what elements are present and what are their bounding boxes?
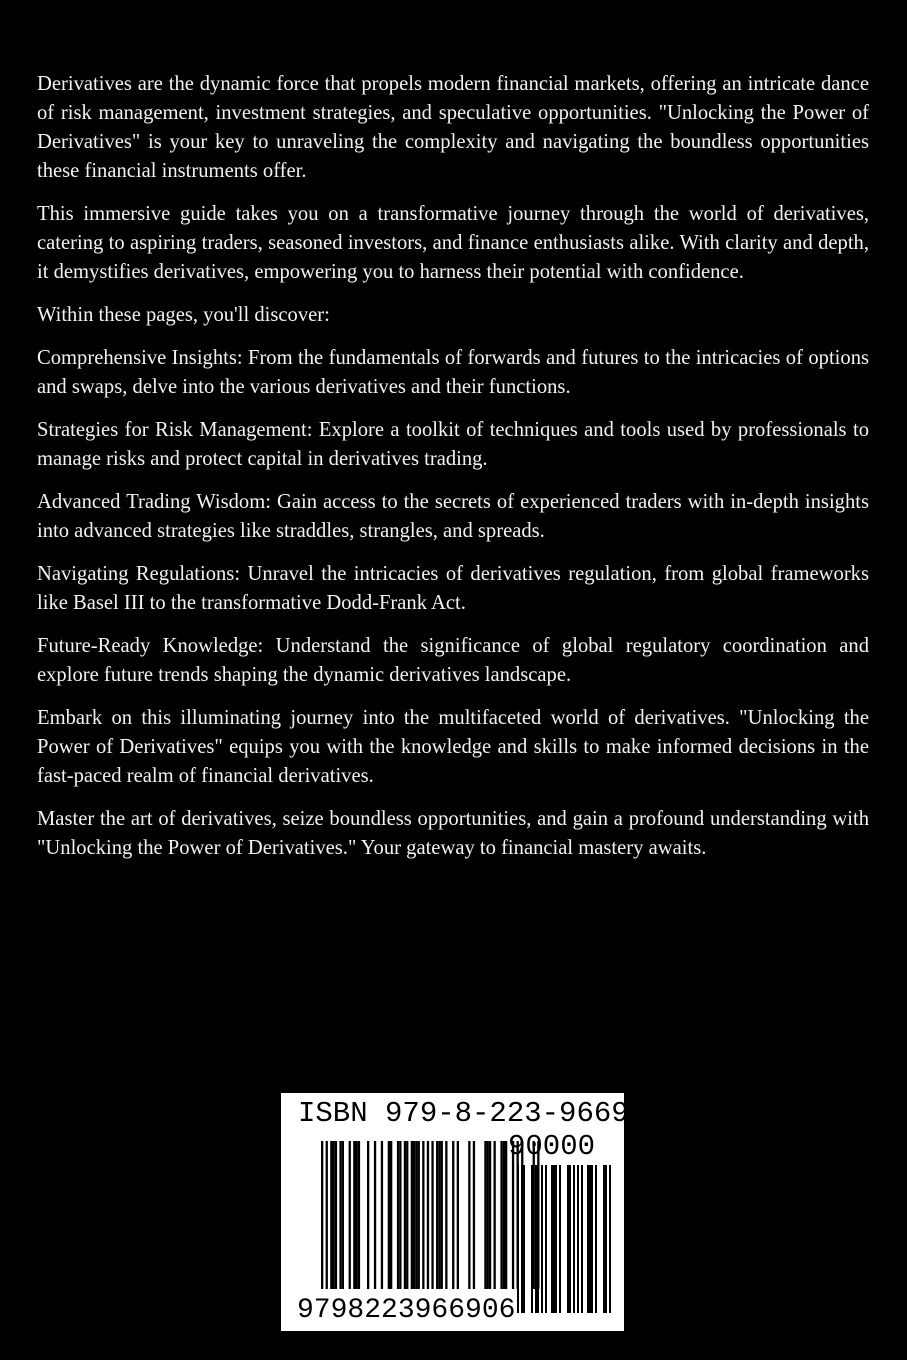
barcode-bar — [339, 1141, 341, 1289]
addon-bar — [551, 1165, 553, 1313]
addon-bar — [573, 1165, 575, 1313]
barcode-bar — [505, 1141, 507, 1289]
barcode-bar — [388, 1141, 390, 1289]
barcode-bar — [399, 1141, 401, 1289]
isbn-barcode — [281, 1093, 681, 1331]
barcode-bar — [330, 1141, 332, 1289]
barcode-bar — [418, 1141, 420, 1289]
barcode-bar — [500, 1141, 502, 1289]
ean-digits: 9798223966906 — [297, 1295, 516, 1326]
barcode-bar — [441, 1141, 443, 1289]
barcode-bar — [390, 1141, 392, 1289]
blurb-text — [37, 70, 869, 877]
addon-bar — [581, 1165, 583, 1313]
addon-bar — [517, 1165, 519, 1313]
addon-bar — [603, 1165, 605, 1313]
addon-bar — [569, 1165, 571, 1313]
barcode-bar — [436, 1141, 438, 1289]
barcode-bar — [411, 1141, 413, 1289]
barcode-bar — [353, 1141, 355, 1289]
blurb-paragraph: Derivatives are the dynamic force that propels modern financial markets, offering an intricate dance of risk management, investment strategies, and speculative opportunities. "Unlocking the Power of Derivatives" is your key to unraveling the complexity and navigating the boundless opportunities these financial instruments offer. — [37, 73, 869, 182]
barcode-bar — [321, 1141, 323, 1289]
addon-bar — [609, 1165, 611, 1313]
blurb-paragraph: Embark on this illuminating journey into the multifaceted world of derivatives. "Unlocking the Power of Derivatives" equips you with the knowledge and skills to make informed decisions in the fast-paced realm of financial derivatives. — [37, 707, 869, 787]
blurb-paragraph: Comprehensive Insights: From the fundamentals of forwards and futures to the intricacies of options and swaps, delve into the various derivatives and their functions. — [37, 347, 869, 398]
barcode-bar — [487, 1141, 489, 1289]
barcode-bar — [326, 1141, 328, 1289]
barcode-bar — [427, 1141, 429, 1289]
blurb-paragraph: Future-Ready Knowledge: Understand the significance of global regulatory coordination and explore future trends shaping the dynamic derivatives landscape. — [37, 635, 869, 686]
addon-bar — [521, 1165, 523, 1313]
blurb-paragraph: Strategies for Risk Management: Explore a toolkit of techniques and tools used by professionals to manage risks and protect capital in derivatives trading. — [37, 419, 869, 470]
addon-bar — [559, 1165, 561, 1313]
barcode-bar — [342, 1141, 344, 1289]
barcode-bar — [404, 1141, 406, 1289]
barcode-bar — [349, 1141, 351, 1289]
barcode-bar — [489, 1141, 491, 1289]
barcode-bar — [473, 1141, 475, 1289]
blurb-paragraph: Within these pages, you'll discover: — [37, 304, 330, 326]
blurb-paragraph: Advanced Trading Wisdom: Gain access to the secrets of experienced traders with in-depth insights into advanced strategies like straddles, strangles, and spreads. — [37, 491, 869, 542]
addon-bar — [591, 1165, 593, 1313]
barcode-bar — [503, 1141, 505, 1289]
blurb-paragraph: Master the art of derivatives, seize boundless opportunities, and gain a profound understanding with "Unlocking the Power of Derivatives." Your gateway to financial mastery awaits. — [37, 808, 869, 859]
addon-bar — [535, 1165, 537, 1313]
barcode-bar — [381, 1141, 383, 1289]
addon-bar — [537, 1165, 539, 1313]
barcode-bar — [333, 1141, 335, 1289]
barcode-bar — [406, 1141, 408, 1289]
barcode-bar — [445, 1141, 447, 1289]
barcode-bar — [512, 1141, 514, 1289]
addon-bar — [567, 1165, 569, 1313]
addon-bar — [553, 1165, 555, 1313]
barcode-bar — [374, 1141, 376, 1289]
blurb-paragraph: Navigating Regulations: Unravel the intricacies of derivatives regulation, from global frameworks like Basel III to the transformative Dodd-Frank Act. — [37, 563, 869, 614]
barcode-bar — [457, 1141, 459, 1289]
addon-bar — [555, 1165, 557, 1313]
barcode-bar — [367, 1141, 369, 1289]
barcode-bar — [422, 1141, 424, 1289]
barcode-bar — [484, 1141, 486, 1289]
addon-bar — [523, 1165, 525, 1313]
barcode-bar — [413, 1141, 415, 1289]
barcode-bar — [431, 1141, 433, 1289]
price-addon-code: 90000 — [508, 1130, 596, 1163]
barcode-bar — [397, 1141, 399, 1289]
barcode-bar — [335, 1141, 337, 1289]
barcode-bar — [415, 1141, 417, 1289]
addon-bar — [541, 1165, 543, 1313]
barcode-bar — [358, 1141, 360, 1289]
barcode-bar — [438, 1141, 440, 1289]
barcode-bar — [452, 1141, 454, 1289]
addon-bar — [595, 1165, 597, 1313]
addon-bar — [589, 1165, 591, 1313]
blurb-paragraph: This immersive guide takes you on a transformative journey through the world of derivatives, catering to aspiring traders, seasoned investors, and finance enthusiasts alike. With clarity and depth, it demystifies derivatives, empowering you to harness their potential with confidence. — [37, 203, 869, 283]
addon-bar — [531, 1165, 533, 1313]
addon-bar — [587, 1165, 589, 1313]
barcode-bar — [468, 1141, 470, 1289]
isbn-label: ISBN 979-8-223-96690-6 — [298, 1097, 681, 1130]
barcode-bar — [356, 1141, 358, 1289]
addon-bar — [577, 1165, 579, 1313]
addon-bar — [545, 1165, 547, 1313]
addon-bar — [605, 1165, 607, 1313]
barcode-bar — [494, 1141, 496, 1289]
